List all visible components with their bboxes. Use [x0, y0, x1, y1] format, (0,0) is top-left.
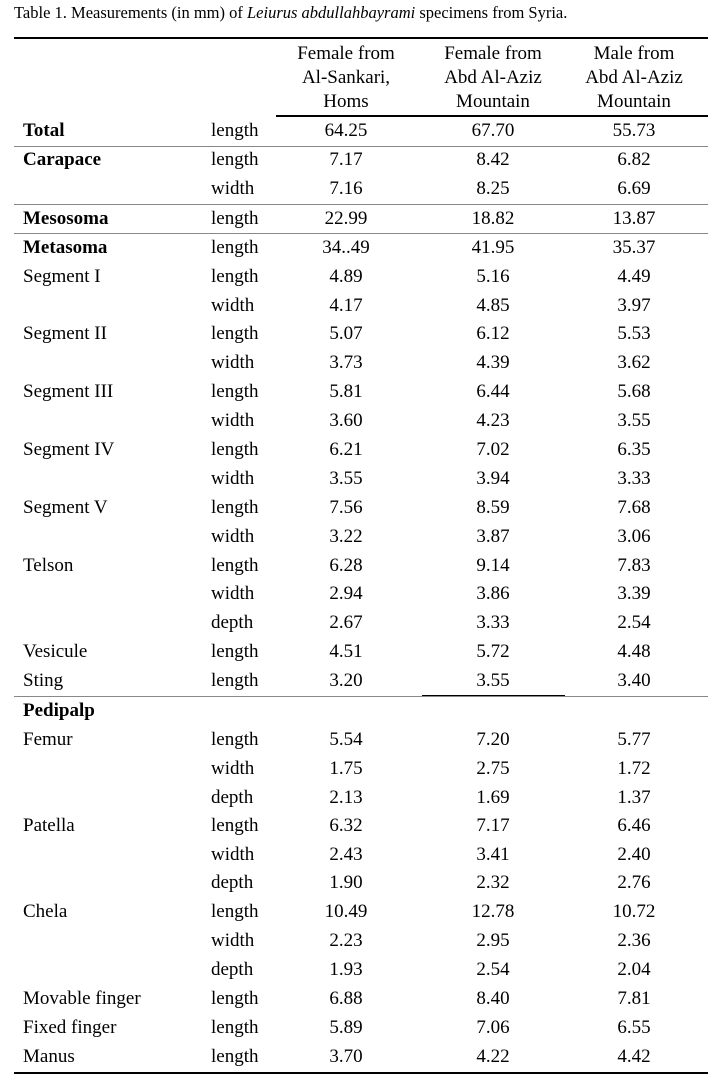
column-header-2 — [423, 42, 563, 114]
table-caption — [14, 3, 567, 23]
row-label: Telson — [23, 555, 74, 576]
value-cell: 2.04 — [617, 959, 651, 980]
table-row — [14, 956, 708, 984]
dimension-cell: length — [211, 641, 259, 662]
value-cell: 22.99 — [324, 208, 368, 229]
row-label: Segment III — [23, 381, 114, 402]
column-header-line: Female from — [297, 43, 395, 64]
value-cell: 5.81 — [329, 381, 363, 402]
row-label: Vesicule — [23, 641, 88, 662]
table-row — [14, 927, 708, 955]
dimension-cell: length — [211, 237, 259, 258]
separator-rule — [14, 233, 708, 234]
table-row — [14, 667, 708, 695]
value-cell: 3.06 — [617, 526, 651, 547]
row-label: Movable finger — [23, 988, 141, 1009]
value-cell: 6.88 — [329, 988, 363, 1009]
value-cell: 8.42 — [476, 149, 510, 170]
value-cell: 3.86 — [476, 583, 510, 604]
top-rule — [14, 37, 708, 39]
separator-rule — [14, 204, 708, 205]
value-cell: 6.55 — [617, 1017, 651, 1038]
bottom-rule — [14, 1072, 708, 1074]
value-cell: 12.78 — [471, 901, 515, 922]
value-cell: 3.55 — [617, 410, 651, 431]
value-cell: 5.16 — [476, 266, 510, 287]
separator-rule — [14, 146, 708, 147]
column-header-1 — [276, 42, 416, 114]
separator-rule — [14, 696, 708, 697]
value-cell: 1.69 — [476, 787, 510, 808]
dimension-cell: width — [211, 410, 255, 431]
row-label: Segment V — [23, 497, 108, 518]
value-cell: 2.95 — [476, 930, 510, 951]
dimension-cell: width — [211, 178, 255, 199]
table-row — [14, 146, 708, 174]
caption-prefix: Table 1. Measurements (in mm) of — [14, 3, 243, 22]
row-label: Total — [23, 120, 65, 141]
table-row — [14, 234, 708, 262]
value-cell: 4.48 — [617, 641, 651, 662]
dimension-cell: length — [211, 815, 259, 836]
value-cell: 6.69 — [617, 178, 651, 199]
dimension-cell: depth — [211, 872, 254, 893]
value-cell: 64.25 — [324, 120, 368, 141]
value-cell: 2.23 — [329, 930, 363, 951]
table-row — [14, 320, 708, 348]
value-cell: 67.70 — [471, 120, 515, 141]
value-cell: 3.20 — [329, 670, 363, 691]
table-row — [14, 205, 708, 233]
table-row — [14, 523, 708, 551]
table-row — [14, 697, 708, 725]
dimension-cell: length — [211, 120, 259, 141]
table-row — [14, 465, 708, 493]
value-cell: 2.54 — [617, 612, 651, 633]
value-cell: 7.81 — [617, 988, 651, 1009]
column-header-line: Homs — [323, 91, 369, 112]
dimension-cell: length — [211, 670, 259, 691]
table-row — [14, 755, 708, 783]
table-row — [14, 263, 708, 291]
value-cell: 1.90 — [329, 872, 363, 893]
row-label: Femur — [23, 729, 73, 750]
value-cell: 35.37 — [612, 237, 656, 258]
row-label: Segment II — [23, 323, 107, 344]
table-row — [14, 378, 708, 406]
value-cell: 2.40 — [617, 844, 651, 865]
value-cell: 10.72 — [612, 901, 656, 922]
table-row — [14, 1014, 708, 1042]
value-cell: 7.68 — [617, 497, 651, 518]
value-cell: 5.53 — [617, 323, 651, 344]
table-row — [14, 784, 708, 812]
dimension-cell: length — [211, 439, 259, 460]
dimension-cell: length — [211, 555, 259, 576]
value-cell: 6.82 — [617, 149, 651, 170]
dimension-cell: length — [211, 729, 259, 750]
value-cell: 6.28 — [329, 555, 363, 576]
value-cell: 7.56 — [329, 497, 363, 518]
value-cell: 2.43 — [329, 844, 363, 865]
table-row — [14, 726, 708, 754]
table-row — [14, 1043, 708, 1071]
value-cell: 7.16 — [329, 178, 363, 199]
dimension-cell: length — [211, 381, 259, 402]
dimension-cell: length — [211, 497, 259, 518]
value-cell: 3.94 — [476, 468, 510, 489]
dimension-cell: width — [211, 758, 255, 779]
value-cell: 4.49 — [617, 266, 651, 287]
value-cell: 7.02 — [476, 439, 510, 460]
value-cell: 3.33 — [476, 612, 510, 633]
row-label: Segment I — [23, 266, 101, 287]
value-cell: 3.62 — [617, 352, 651, 373]
caption-species: Leiurus abdullahbayrami — [247, 3, 416, 22]
table-row — [14, 175, 708, 203]
dimension-cell: length — [211, 988, 259, 1009]
dimension-cell: width — [211, 526, 255, 547]
table-row — [14, 117, 708, 145]
value-cell: 5.68 — [617, 381, 651, 402]
dimension-cell: width — [211, 295, 255, 316]
value-cell: 4.89 — [329, 266, 363, 287]
column-header-line: Mountain — [597, 91, 671, 112]
value-cell: 34..49 — [322, 237, 370, 258]
value-cell: 5.89 — [329, 1017, 363, 1038]
value-cell: 3.55 — [329, 468, 363, 489]
column-header-3 — [564, 42, 704, 114]
value-cell: 3.87 — [476, 526, 510, 547]
value-cell: 7.17 — [476, 815, 510, 836]
dimension-cell: width — [211, 844, 255, 865]
row-label: Patella — [23, 815, 75, 836]
dimension-cell: width — [211, 468, 255, 489]
value-cell: 3.39 — [617, 583, 651, 604]
value-cell: 8.59 — [476, 497, 510, 518]
value-cell: 5.07 — [329, 323, 363, 344]
value-cell: 2.36 — [617, 930, 651, 951]
row-label: Manus — [23, 1046, 75, 1067]
column-header-line: Al-Sankari, — [301, 67, 391, 88]
table-row — [14, 638, 708, 666]
value-cell: 5.77 — [617, 729, 651, 750]
dimension-cell: width — [211, 352, 255, 373]
row-label: Carapace — [23, 149, 102, 170]
row-label: Pedipalp — [23, 700, 95, 721]
table-row — [14, 869, 708, 897]
value-cell: 3.73 — [329, 352, 363, 373]
value-cell: 4.23 — [476, 410, 510, 431]
value-cell: 10.49 — [324, 901, 368, 922]
value-cell: 7.06 — [476, 1017, 510, 1038]
table-row — [14, 349, 708, 377]
column-header-line: Abd Al-Aziz — [585, 67, 683, 88]
dimension-cell: length — [211, 901, 259, 922]
table-row — [14, 552, 708, 580]
dimension-cell: length — [211, 208, 259, 229]
value-cell: 1.75 — [329, 758, 363, 779]
value-cell: 5.72 — [476, 641, 510, 662]
value-cell: 4.22 — [476, 1046, 510, 1067]
value-cell: 3.41 — [476, 844, 510, 865]
value-cell: 3.60 — [329, 410, 363, 431]
dimension-cell: width — [211, 583, 255, 604]
dimension-cell: width — [211, 930, 255, 951]
table-row — [14, 898, 708, 926]
value-cell: 3.55 — [476, 670, 510, 691]
column-header-line: Male from — [593, 43, 675, 64]
value-cell: 4.17 — [329, 295, 363, 316]
table-row — [14, 841, 708, 869]
dimension-cell: length — [211, 149, 259, 170]
value-cell: 9.14 — [476, 555, 510, 576]
value-cell: 4.51 — [329, 641, 363, 662]
value-cell: 6.35 — [617, 439, 651, 460]
value-cell: 6.32 — [329, 815, 363, 836]
value-cell: 4.39 — [476, 352, 510, 373]
value-cell: 3.97 — [617, 295, 651, 316]
row-label: Metasoma — [23, 237, 108, 258]
value-cell: 4.85 — [476, 295, 510, 316]
table-row — [14, 580, 708, 608]
dimension-cell: depth — [211, 787, 254, 808]
column-header-line: Female from — [444, 43, 542, 64]
value-cell: 6.44 — [476, 381, 510, 402]
table-row — [14, 292, 708, 320]
value-cell: 2.67 — [329, 612, 363, 633]
value-cell: 55.73 — [612, 120, 656, 141]
column-header-line: Abd Al-Aziz — [444, 67, 542, 88]
row-label: Mesosoma — [23, 208, 109, 229]
value-cell: 2.76 — [617, 872, 651, 893]
value-cell: 2.94 — [329, 583, 363, 604]
dimension-cell: length — [211, 266, 259, 287]
value-cell: 18.82 — [471, 208, 515, 229]
value-cell: 7.20 — [476, 729, 510, 750]
dimension-cell: depth — [211, 612, 254, 633]
value-cell: 5.54 — [329, 729, 363, 750]
row-label: Sting — [23, 670, 64, 691]
value-cell: 6.12 — [476, 323, 510, 344]
value-cell: 13.87 — [612, 208, 656, 229]
value-cell: 1.37 — [617, 787, 651, 808]
value-cell: 3.40 — [617, 670, 651, 691]
value-cell: 2.75 — [476, 758, 510, 779]
table-row — [14, 494, 708, 522]
row-label: Fixed finger — [23, 1017, 117, 1038]
dimension-cell: length — [211, 1017, 259, 1038]
column-header-line: Mountain — [456, 91, 530, 112]
value-cell: 41.95 — [471, 237, 515, 258]
table-row — [14, 407, 708, 435]
table-row — [14, 812, 708, 840]
caption-suffix: specimens from Syria. — [419, 3, 568, 22]
value-cell: 2.13 — [329, 787, 363, 808]
table-row — [14, 436, 708, 464]
table-row — [14, 609, 708, 637]
value-cell: 7.83 — [617, 555, 651, 576]
value-cell: 6.21 — [329, 439, 363, 460]
value-cell: 8.40 — [476, 988, 510, 1009]
dimension-cell: length — [211, 323, 259, 344]
value-cell: 2.32 — [476, 872, 510, 893]
dimension-cell: length — [211, 1046, 259, 1067]
dimension-cell: depth — [211, 959, 254, 980]
table-row — [14, 985, 708, 1013]
value-cell: 3.33 — [617, 468, 651, 489]
value-cell: 2.54 — [476, 959, 510, 980]
value-cell: 3.22 — [329, 526, 363, 547]
value-cell: 1.93 — [329, 959, 363, 980]
value-cell: 7.17 — [329, 149, 363, 170]
value-cell: 4.42 — [617, 1046, 651, 1067]
value-cell: 3.70 — [329, 1046, 363, 1067]
value-cell: 6.46 — [617, 815, 651, 836]
row-label: Chela — [23, 901, 68, 922]
value-cell: 1.72 — [617, 758, 651, 779]
value-cell: 8.25 — [476, 178, 510, 199]
row-label: Segment IV — [23, 439, 115, 460]
